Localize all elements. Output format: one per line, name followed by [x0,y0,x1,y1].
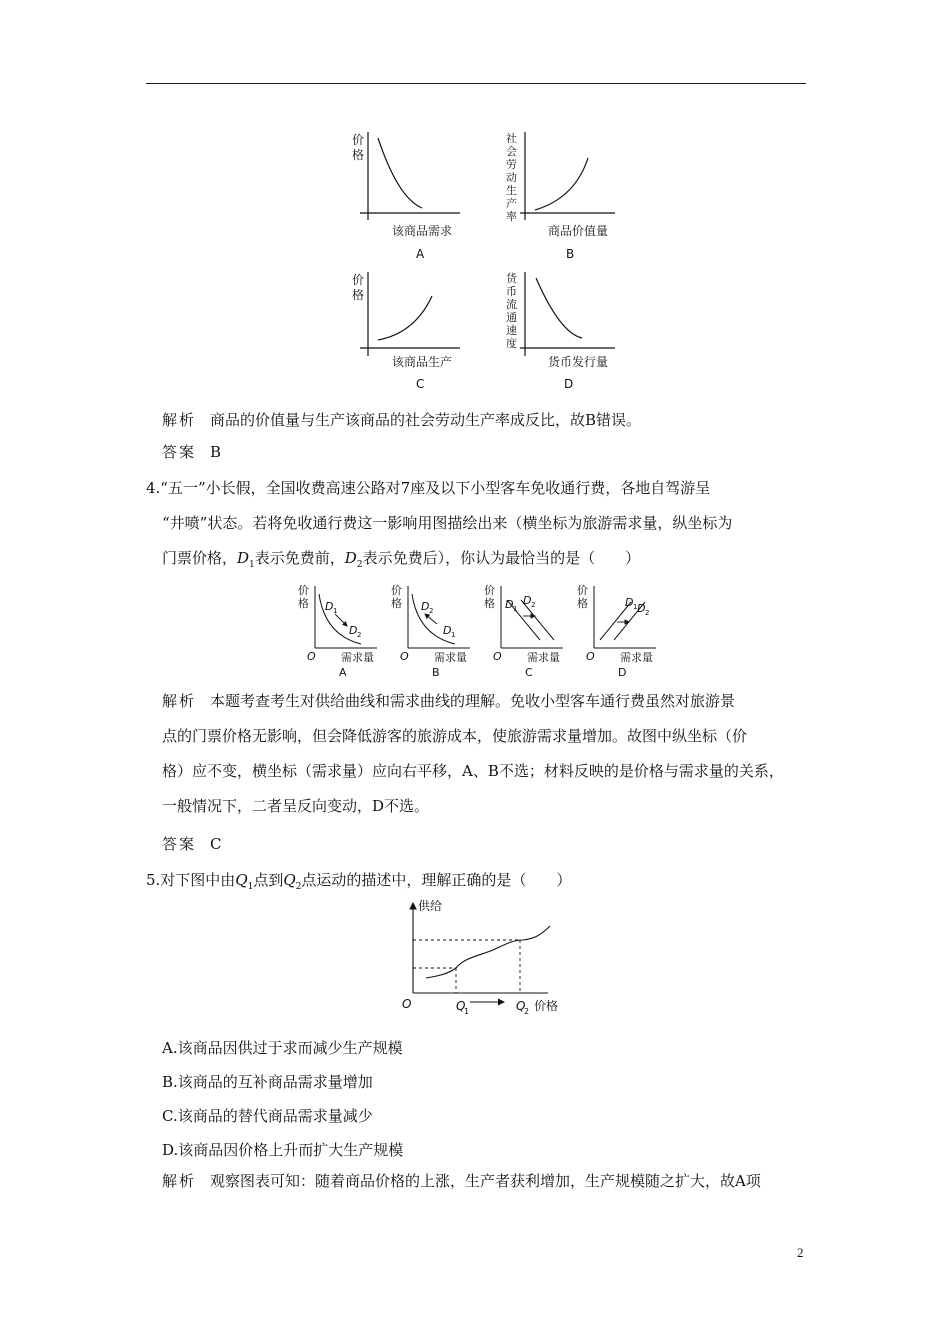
svg-text:1: 1 [333,607,338,615]
q3-c-xlabel: 该商品生产 [392,355,453,369]
q5-option-c: C.该商品的替代商品需求量减少 [162,1107,373,1125]
q3-d-ylabel-4: 通 [506,311,517,324]
q3-d-ylabel-2: 币 [506,285,517,298]
q4-figure [295,580,675,680]
header-rule [146,83,806,84]
q3-b-letter: B [566,247,575,261]
q3-b-ylabel-4: 动 [506,171,517,184]
q4-analysis-line-3: 格）应不变，横坐标（需求量）应向右平移，A、B不选；材料反映的是价格与需求量的关系， [162,762,784,780]
svg-text:2: 2 [645,609,650,617]
q4-b-letter: B [432,666,440,679]
q3-answer: 答案 B [162,443,222,461]
q3-graph-d [506,271,615,391]
page-number: 2 [797,1245,804,1260]
svg-text:D: D [421,600,430,613]
q3-c-ylabel-1: 价 [352,273,365,287]
q3-d-ylabel-3: 流 [506,298,517,311]
svg-text:格: 格 [391,597,402,610]
q4-d-letter: D [618,666,627,679]
q3-a-xlabel: 该商品需求 [392,224,453,238]
svg-text:价: 价 [298,584,309,597]
q5-xlabel: 价格 [534,999,559,1013]
q4-stem-line-3: 门票价格，$D_1$表示免费前，$D_2$表示免费后），你认为最恰当的是（ ） [162,549,641,570]
q3-b-ylabel-5: 生 [506,184,517,197]
svg-text:需求量: 需求量 [620,651,653,664]
svg-text:D: D [523,594,532,607]
q5-q2: Q [516,999,526,1013]
q3-d-xlabel: 货币发行量 [548,355,609,369]
q3-a-ylabel-1: 价 [352,133,365,147]
svg-text:O: O [307,650,316,663]
q4-graph-b [391,584,470,679]
q3-d-ylabel-5: 速 [506,324,517,337]
q5-option-a: A.该商品因供过于求而减少生产规模 [162,1039,403,1057]
q3-d-ylabel-6: 度 [506,337,517,350]
svg-text:D: D [505,598,514,611]
svg-text:1: 1 [633,603,638,611]
svg-text:2: 2 [429,607,434,615]
q4-c-letter: C [525,666,533,679]
svg-text:D: D [637,602,646,615]
svg-text:D: D [625,596,634,609]
q4-analysis-line-2: 点的门票价格无影响，但会降低游客的旅游成本，使旅游需求量增加。故图中纵坐标（价 [162,727,748,745]
q3-b-ylabel-3: 劳 [506,158,517,171]
q3-b-ylabel-2: 会 [506,145,517,158]
q3-d-letter: D [564,377,574,391]
svg-text:D: D [349,624,358,637]
svg-text:2: 2 [531,601,536,609]
q5-q2-sub: 2 [524,1007,530,1016]
q4-a-xlabel: 需求量 [341,651,374,664]
svg-text:2: 2 [357,631,362,639]
q4-graph-a [298,584,377,679]
q5-option-d: D.该商品因价格上升而扩大生产规模 [162,1141,404,1159]
svg-text:需求量: 需求量 [434,651,467,664]
svg-text:D: D [325,600,334,613]
svg-text:1: 1 [513,605,518,613]
q5-q1-sub: 1 [464,1007,470,1016]
q4-analysis-line-4: 一般情况下，二者呈反向变动，D不选。 [162,797,430,815]
q5-option-b: B.该商品的互补商品需求量增加 [162,1073,373,1091]
q5-origin: O [402,997,412,1011]
q4-analysis-line-1: 解析 本题考查考生对供给曲线和需求曲线的理解。免收小型客车通行费虽然对旅游景 [162,692,736,710]
svg-text:格: 格 [484,597,495,610]
q5-q1: Q [456,999,466,1013]
q5-ylabel: 供给 [418,899,443,913]
q3-graph-c [352,272,460,391]
q3-b-ylabel-6: 产 [506,197,517,210]
q4-answer: 答案 C [162,835,222,853]
q3-figure [340,128,630,392]
q5-figure [398,898,568,1020]
q3-b-ylabel-1: 社 [506,132,517,145]
svg-text:价: 价 [577,584,588,597]
q3-b-xlabel: 商品价值量 [548,224,609,238]
q4-graph-d [577,584,656,679]
svg-text:O: O [586,650,595,663]
q3-a-letter: A [416,247,425,261]
q3-b-ylabel-7: 率 [506,210,517,223]
svg-text:需求量: 需求量 [527,651,560,664]
svg-text:O: O [493,650,502,663]
q5-stem: 5.对下图中由$Q_1$点到$Q_2$点运动的描述中，理解正确的是（ ） [146,871,572,892]
q5-analysis: 解析 观察图表可知：随着商品价格的上涨，生产者获利增加，生产规模随之扩大，故A项 [162,1172,761,1190]
q3-graph-a [352,132,460,261]
q4-stem-line-2: “井喷”状态。若将免收通行费这一影响用图描绘出来（横坐标为旅游需求量，纵坐标为 [162,514,733,532]
svg-text:格: 格 [577,597,588,610]
svg-text:价: 价 [484,584,495,597]
svg-text:1: 1 [451,631,456,639]
svg-text:格: 格 [298,597,309,610]
q4-a-letter: A [339,666,347,679]
q4-graph-c [484,584,563,679]
q3-c-letter: C [416,377,425,391]
svg-text:O: O [400,650,409,663]
svg-text:价: 价 [391,584,402,597]
q3-c-ylabel-2: 格 [352,288,365,302]
q3-d-ylabel-1: 货 [506,272,517,285]
svg-text:D: D [443,624,452,637]
q4-stem-line-1: 4.“五一”小长假，全国收费高速公路对7座及以下小型客车免收通行费，各地自驾游呈 [146,479,711,497]
q3-analysis: 解析 商品的价值量与生产该商品的社会劳动生产率成反比，故B错误。 [162,411,642,429]
q3-graph-b [506,131,615,261]
q3-a-ylabel-2: 格 [352,148,365,162]
